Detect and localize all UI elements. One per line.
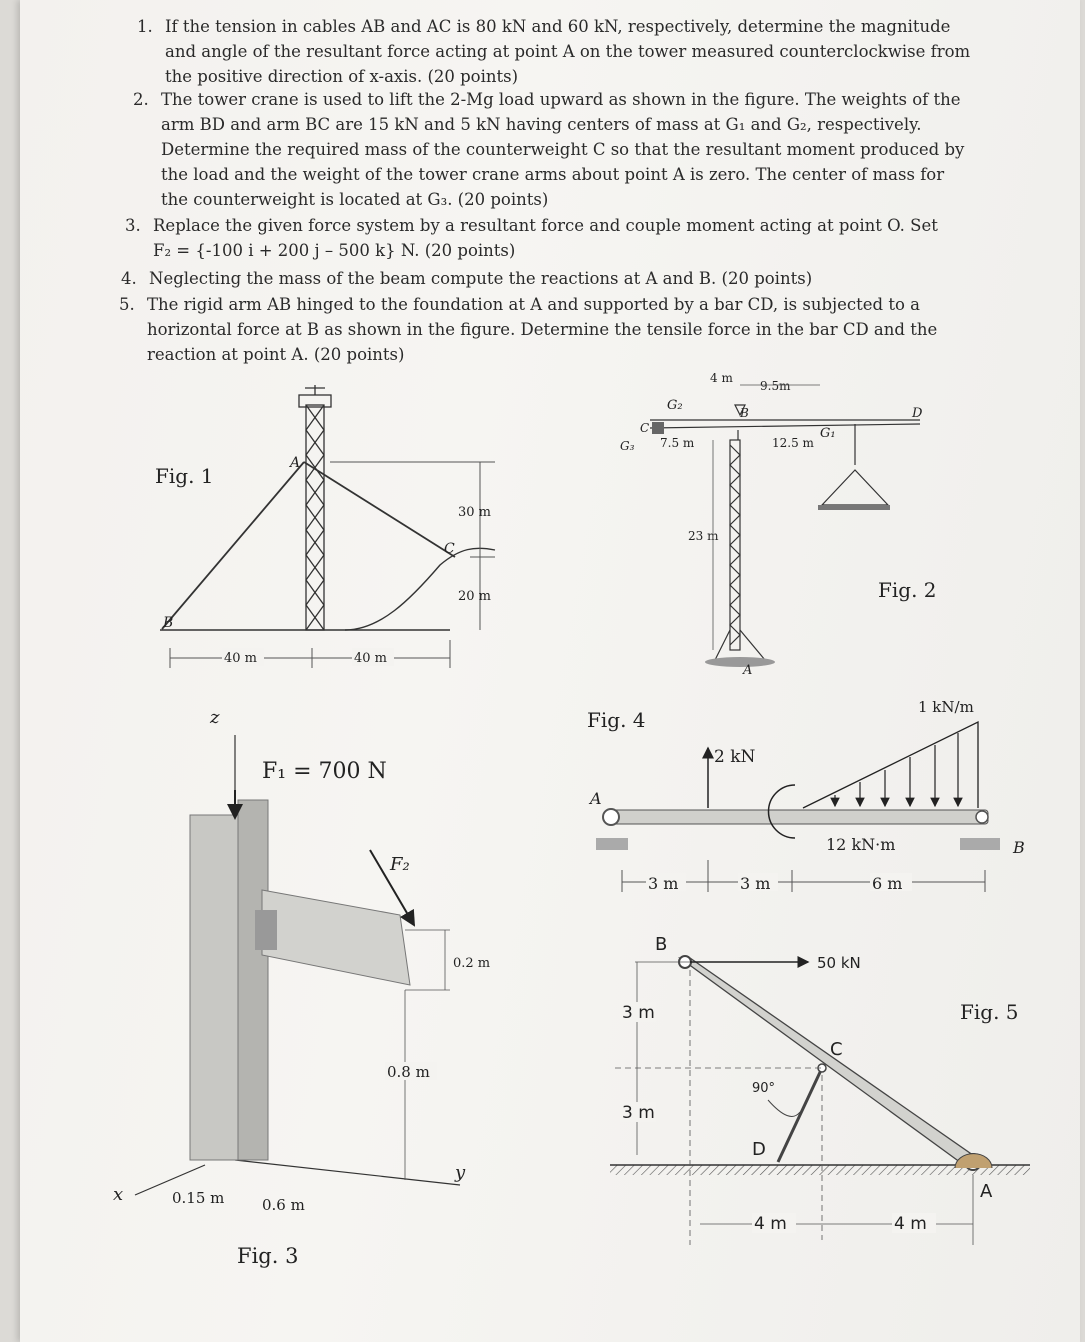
- fig3-bolt-plate: [255, 910, 277, 950]
- fig3-F2-label: F₂: [390, 854, 410, 875]
- fig2-dim-12-5m: 12.5 m: [772, 436, 814, 450]
- fig4-moment-label: 12 kN·m: [826, 835, 896, 854]
- fig4-support-B: [960, 838, 1000, 850]
- fig2-title: Fig. 2: [878, 578, 937, 602]
- fig3-title: Fig. 3: [237, 1244, 299, 1268]
- fig4-roller-B: [976, 811, 988, 823]
- fig4-load-outline: [803, 722, 978, 808]
- fig2-label-G2: G₂: [667, 398, 683, 413]
- fig2-label-D: D: [912, 406, 923, 421]
- fig5-label-D: D: [752, 1139, 766, 1160]
- fig5-label-C: C: [830, 1039, 843, 1060]
- fig1-title: Fig. 1: [155, 464, 214, 488]
- fig5-dim-4m-left: 4 m: [754, 1214, 787, 1234]
- fig2-label-G3: G₃: [620, 439, 635, 453]
- fig2-dim-9-5m: 9.5m: [760, 379, 791, 393]
- fig1-label-A: A: [290, 455, 301, 471]
- fig1-dim-30m: 30 m: [458, 505, 492, 520]
- fig5-bar-CD: [778, 1068, 822, 1162]
- fig2-label-G1: G₁: [820, 426, 836, 441]
- fig4-load-arrows: [835, 733, 958, 806]
- fig1-cable-AC: [304, 462, 455, 557]
- problem-1-line-3: the positive direction of x-axis. (20 points): [165, 67, 519, 86]
- fig2-load: [818, 505, 890, 510]
- fig2-dim-23m: 23 m: [688, 529, 719, 543]
- fig3-dim-0-15m: 0.15 m: [172, 1189, 225, 1207]
- fig4-beam: [608, 810, 988, 824]
- fig3-beam: [262, 890, 410, 985]
- fig2-base: [705, 657, 775, 667]
- fig4-pin-A: [603, 809, 619, 825]
- fig1-label-C: C: [444, 541, 455, 557]
- fig3-dim-0-8m: 0.8 m: [387, 1063, 430, 1081]
- problem-2-line-3: Determine the required mass of the counterweight C so that the resultant moment produced by: [161, 140, 965, 159]
- fig5-dim-3m-top: 3 m: [622, 1003, 655, 1023]
- fig2-diagram: [620, 371, 937, 678]
- fig1-dim-40m-right: 40 m: [354, 651, 388, 666]
- fig5-diagram: [610, 934, 1030, 1245]
- fig3-z-label: z: [210, 707, 220, 728]
- fig1-dim-40m-left: 40 m: [224, 651, 258, 666]
- problem-3-line-1: Replace the given force system by a resultant force and couple moment acting at point O. Set: [153, 216, 938, 235]
- problem-4-line-1: Neglecting the mass of the beam compute the reactions at A and B. (20 points): [149, 269, 813, 288]
- fig5-angle-mark: [768, 1100, 800, 1116]
- fig3-dim-0-2m: 0.2 m: [453, 956, 491, 971]
- fig4-diagram: [587, 698, 1025, 893]
- problem-1-number: 1.: [137, 17, 153, 36]
- fig1-label-B: B: [163, 615, 174, 631]
- fig3-y-axis: [235, 1160, 460, 1185]
- fig3-y-label: y: [455, 1162, 466, 1183]
- problem-5-line-1: The rigid arm AB hinged to the foundation at A and supported by a bar CD, is subjected to a: [147, 295, 921, 314]
- fig5-angle-label: 90°: [752, 1081, 776, 1096]
- fig4-dim-3m-1: 3 m: [648, 874, 679, 893]
- problem-2-line-4: the load and the weight of the tower crane arms about point A is zero. The center of mass for: [161, 165, 945, 184]
- problem-5-line-2: horizontal force at B as shown in the figure. Determine the tensile force in the bar CD and the: [147, 320, 938, 339]
- fig3-column-flange: [238, 800, 268, 1160]
- fig5-label-A: A: [980, 1181, 993, 1202]
- fig2-sling: [822, 470, 888, 505]
- fig4-support-A: [596, 838, 628, 850]
- fig2-mast: [715, 440, 765, 660]
- fig3-column: [190, 815, 238, 1160]
- problem-1-line-1: If the tension in cables AB and AC is 80 kN and 60 kN, respectively, determine the magnitude: [165, 17, 951, 36]
- problem-3-line-2: F₂ = {-100 i + 200 j – 500 k} N. (20 points): [153, 241, 516, 260]
- fig4-label-B: B: [1013, 838, 1025, 857]
- fig1-dim-20m: 20 m: [458, 589, 492, 604]
- problem-2-number: 2.: [133, 90, 149, 109]
- fig4-dim-6m: 6 m: [872, 874, 903, 893]
- fig4-force-label: 2 kN: [714, 747, 756, 767]
- fig5-force-label: 50 kN: [817, 954, 861, 972]
- fig2-label-B: B: [740, 406, 749, 420]
- fig5-dim-4m-right: 4 m: [894, 1214, 927, 1234]
- fig2-dim-7-5m: 7.5 m: [660, 436, 695, 450]
- fig4-title: Fig. 4: [587, 708, 646, 732]
- problem-1-line-2: and angle of the resultant force acting at point A on the tower measured counterclockwise from: [165, 42, 971, 61]
- fig5-label-B: B: [655, 934, 668, 955]
- problem-5-line-3: reaction at point A. (20 points): [147, 345, 405, 364]
- fig4-dim-3m-2: 3 m: [740, 874, 771, 893]
- fig5-arm-AB: [680, 958, 980, 1168]
- fig3-x-label: x: [113, 1184, 124, 1205]
- problem-3-number: 3.: [125, 216, 141, 235]
- fig1-diagram: [155, 385, 495, 668]
- fig3-dim-0-6m: 0.6 m: [262, 1196, 305, 1214]
- fig1-tower: [299, 385, 331, 630]
- fig3-diagram: [113, 707, 490, 1268]
- fig5-dim-3m-bottom: 3 m: [622, 1103, 655, 1123]
- fig2-label-C: C: [640, 421, 650, 435]
- fig4-load-label: 1 kN/m: [918, 698, 974, 716]
- fig2-jib: [650, 405, 920, 440]
- problem-2-line-1: The tower crane is used to lift the 2-Mg load upward as shown in the figure. The weights of the: [161, 90, 961, 109]
- problem-2-line-5: the counterweight is located at G₃. (20 points): [161, 190, 549, 209]
- fig4-label-A: A: [590, 789, 602, 808]
- problem-4-number: 4.: [121, 269, 137, 288]
- fig5-title: Fig. 5: [960, 1000, 1019, 1024]
- fig2-counterweight: [652, 422, 664, 434]
- fig2-label-A: A: [743, 663, 753, 678]
- fig3-F1-label: F₁ = 700 N: [262, 759, 387, 784]
- fig2-dim-4m: 4 m: [710, 371, 733, 385]
- problem-5-number: 5.: [119, 295, 135, 314]
- problem-2-line-2: arm BD and arm BC are 15 kN and 5 kN having centers of mass at G₁ and G₂, respectively.: [161, 115, 922, 134]
